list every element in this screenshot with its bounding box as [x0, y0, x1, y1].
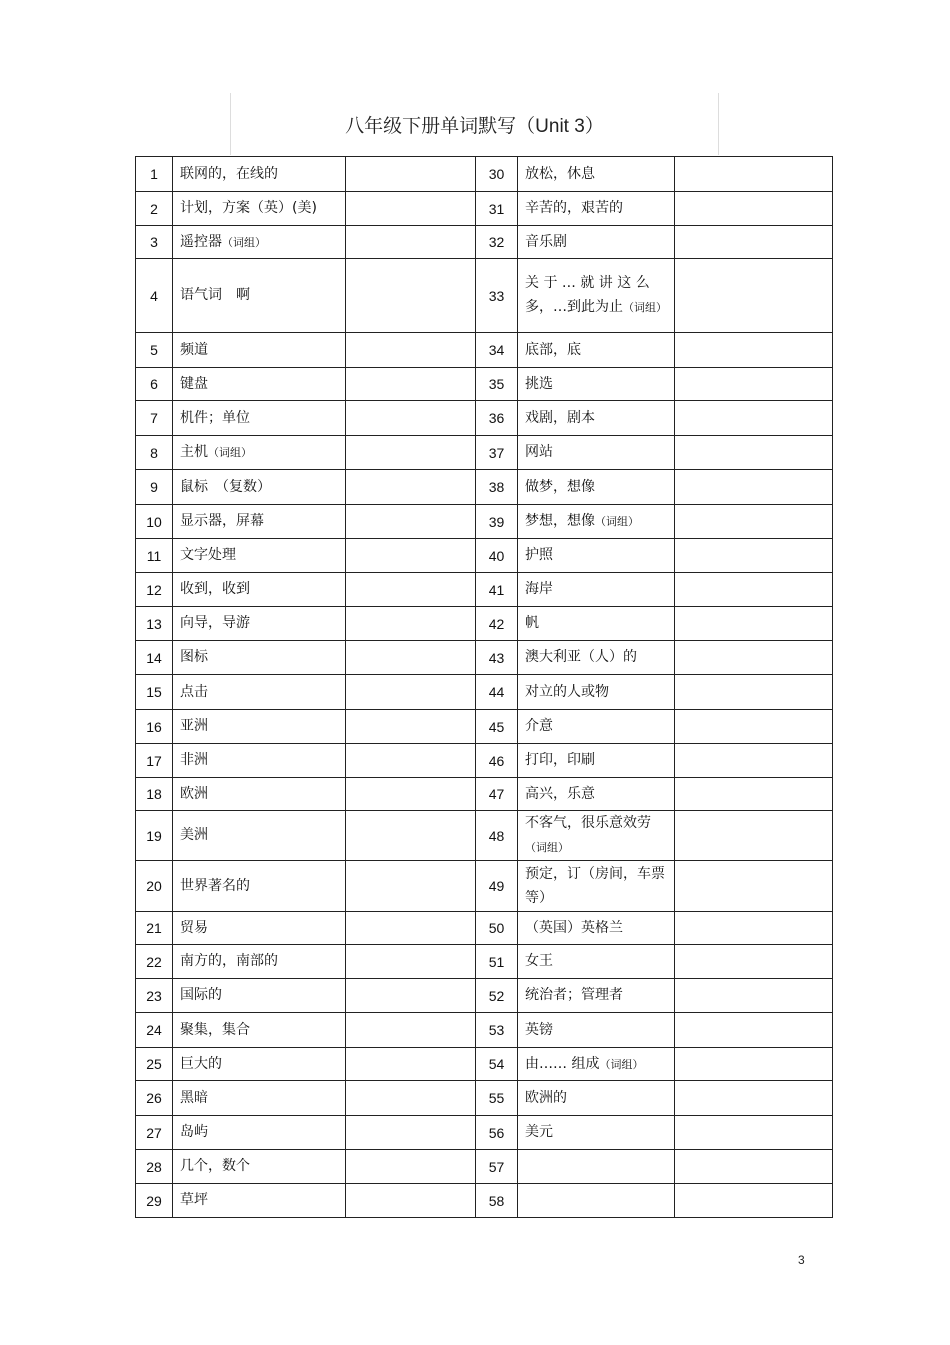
right-number-cell: 46	[476, 744, 518, 778]
left-number-cell: 20	[136, 861, 173, 912]
left-answer-cell[interactable]	[346, 259, 476, 333]
right-word-note: （词组）	[623, 301, 667, 314]
title-cn: 八年级下册单词默写（	[345, 115, 536, 137]
right-number-cell: 36	[476, 401, 518, 436]
table-row	[136, 778, 833, 811]
left-word-text: 南方的，南部的	[180, 953, 278, 969]
right-word-cell	[518, 1116, 675, 1150]
left-number-cell: 18	[136, 778, 173, 811]
right-word-cell	[518, 811, 675, 861]
left-number-cell: 26	[136, 1081, 173, 1116]
right-answer-cell[interactable]	[675, 861, 833, 912]
table-row	[136, 945, 833, 979]
right-word-text: 护照	[525, 547, 553, 563]
right-answer-cell[interactable]	[675, 368, 833, 401]
right-word-cell	[518, 1081, 675, 1116]
right-word-text: 做梦，想像	[525, 478, 595, 495]
left-word-text: 国际的	[180, 987, 222, 1003]
left-word-cell	[173, 539, 346, 573]
left-word-cell	[173, 259, 346, 333]
right-number-cell: 58	[476, 1184, 518, 1218]
right-number-cell: 49	[476, 861, 518, 912]
table-row	[136, 401, 833, 436]
table-row	[136, 861, 833, 912]
left-answer-cell[interactable]	[346, 744, 476, 778]
left-word-text: 欧洲	[180, 785, 208, 802]
left-answer-cell[interactable]	[346, 368, 476, 401]
right-word-note: （词组）	[595, 515, 639, 528]
right-word-text: 关 于 … 就 讲 这 么 多，…到此为止	[525, 275, 650, 315]
right-number-cell: 40	[476, 539, 518, 573]
right-answer-cell[interactable]	[675, 811, 833, 861]
right-number-cell: 39	[476, 505, 518, 539]
right-number-cell: 47	[476, 778, 518, 811]
right-word-cell	[518, 710, 675, 744]
right-number-cell: 41	[476, 573, 518, 607]
right-word-text: 底部，底	[525, 341, 581, 358]
right-word-cell	[518, 778, 675, 811]
left-number-cell: 8	[136, 436, 173, 470]
left-word-text: 黑暗	[180, 1089, 208, 1106]
right-word-cell	[518, 607, 675, 641]
left-word-cell	[173, 436, 346, 470]
right-answer-cell[interactable]	[675, 1081, 833, 1116]
right-word-text: 戏剧，剧本	[525, 409, 595, 426]
right-word-cell	[518, 333, 675, 368]
right-word-text: 打印，印刷	[525, 752, 595, 768]
table-row	[136, 979, 833, 1013]
left-answer-cell[interactable]	[346, 979, 476, 1013]
title-area	[230, 93, 719, 155]
right-word-text: 澳大利亚（人）的	[525, 649, 637, 665]
right-number-cell: 33	[476, 259, 518, 333]
left-answer-cell[interactable]	[346, 778, 476, 811]
left-word-cell	[173, 226, 346, 259]
left-word-text: 键盘	[180, 375, 208, 392]
left-number-cell: 5	[136, 333, 173, 368]
left-number-cell: 3	[136, 226, 173, 259]
left-word-cell	[173, 641, 346, 675]
table-row	[136, 641, 833, 675]
right-number-cell: 32	[476, 226, 518, 259]
left-word-text: 贸易	[180, 919, 208, 936]
right-answer-cell[interactable]	[675, 1048, 833, 1081]
page-title	[231, 111, 718, 138]
left-word-cell	[173, 368, 346, 401]
right-word-text: 欧洲的	[525, 1089, 567, 1106]
left-word-cell	[173, 573, 346, 607]
left-answer-cell[interactable]	[346, 436, 476, 470]
left-answer-cell[interactable]	[346, 675, 476, 710]
left-number-cell: 22	[136, 945, 173, 979]
left-word-cell	[173, 1013, 346, 1048]
left-word-cell	[173, 912, 346, 945]
right-word-text: （英国）英格兰	[525, 919, 623, 936]
left-word-text: 计划，方案（英）(美)	[180, 200, 317, 216]
left-word-cell	[173, 778, 346, 811]
table-row	[136, 333, 833, 368]
left-word-cell	[173, 192, 346, 226]
right-answer-cell[interactable]	[675, 641, 833, 675]
left-word-cell	[173, 1081, 346, 1116]
right-answer-cell[interactable]	[675, 573, 833, 607]
table-row	[136, 368, 833, 401]
table-row	[136, 710, 833, 744]
title-unit: Unit 3	[535, 116, 585, 137]
right-word-cell	[518, 912, 675, 945]
table-row	[136, 573, 833, 607]
right-word-text: 放松，休息	[525, 165, 595, 182]
right-word-cell	[518, 861, 675, 912]
right-answer-cell[interactable]	[675, 1116, 833, 1150]
title-end: ）	[584, 115, 604, 137]
right-number-cell: 54	[476, 1048, 518, 1081]
right-answer-cell[interactable]	[675, 192, 833, 226]
table-row	[136, 539, 833, 573]
left-word-cell	[173, 1184, 346, 1218]
left-number-cell: 29	[136, 1184, 173, 1218]
left-answer-cell[interactable]	[346, 573, 476, 607]
right-word-cell	[518, 1013, 675, 1048]
right-number-cell: 37	[476, 436, 518, 470]
left-number-cell: 11	[136, 539, 173, 573]
right-word-text: 辛苦的，艰苦的	[525, 200, 623, 216]
left-answer-cell[interactable]	[346, 333, 476, 368]
left-answer-cell[interactable]	[346, 912, 476, 945]
left-answer-cell[interactable]	[346, 539, 476, 573]
right-word-cell	[518, 979, 675, 1013]
table-row	[136, 1184, 833, 1218]
right-answer-cell[interactable]	[675, 436, 833, 470]
left-answer-cell[interactable]	[346, 1184, 476, 1218]
right-answer-cell[interactable]	[675, 1184, 833, 1218]
right-word-cell	[518, 641, 675, 675]
right-word-text: 英镑	[525, 1021, 553, 1038]
left-answer-cell[interactable]	[346, 710, 476, 744]
right-number-cell: 43	[476, 641, 518, 675]
right-word-text: 对立的人或物	[525, 683, 609, 700]
right-word-cell	[518, 675, 675, 710]
right-number-cell: 56	[476, 1116, 518, 1150]
right-answer-cell[interactable]	[675, 912, 833, 945]
right-word-cell	[518, 744, 675, 778]
right-word-cell	[518, 945, 675, 979]
right-answer-cell[interactable]	[675, 675, 833, 710]
left-number-cell: 27	[136, 1116, 173, 1150]
right-word-text: 高兴，乐意	[525, 785, 595, 802]
right-word-cell	[518, 1184, 675, 1218]
right-answer-cell[interactable]	[675, 1150, 833, 1184]
right-number-cell: 48	[476, 811, 518, 861]
right-answer-cell[interactable]	[675, 1013, 833, 1048]
left-word-note: （词组）	[208, 446, 252, 459]
right-word-text: 帆	[525, 615, 539, 631]
left-word-cell	[173, 401, 346, 436]
table-row	[136, 1081, 833, 1116]
right-number-cell: 53	[476, 1013, 518, 1048]
right-word-cell	[518, 368, 675, 401]
table-row	[136, 744, 833, 778]
right-word-text: 梦想，想像	[525, 513, 595, 529]
right-answer-cell[interactable]	[675, 607, 833, 641]
right-word-text: 挑选	[525, 375, 553, 392]
left-answer-cell[interactable]	[346, 607, 476, 641]
left-word-cell	[173, 607, 346, 641]
table-row	[136, 505, 833, 539]
left-word-text: 美洲	[180, 827, 208, 843]
left-number-cell: 7	[136, 401, 173, 436]
left-answer-cell[interactable]	[346, 226, 476, 259]
right-word-cell	[518, 259, 675, 333]
right-word-text: 统治者；管理者	[525, 987, 623, 1003]
right-answer-cell[interactable]	[675, 226, 833, 259]
right-word-cell	[518, 157, 675, 192]
right-number-cell: 52	[476, 979, 518, 1013]
left-word-cell	[173, 1048, 346, 1081]
left-word-cell	[173, 811, 346, 861]
table-row	[136, 157, 833, 192]
left-answer-cell[interactable]	[346, 470, 476, 505]
left-number-cell: 9	[136, 470, 173, 505]
right-number-cell: 51	[476, 945, 518, 979]
right-word-cell	[518, 226, 675, 259]
left-number-cell: 21	[136, 912, 173, 945]
left-word-cell	[173, 470, 346, 505]
table-row	[136, 607, 833, 641]
right-answer-cell[interactable]	[675, 945, 833, 979]
left-word-cell	[173, 710, 346, 744]
table-row	[136, 811, 833, 861]
right-number-cell: 34	[476, 333, 518, 368]
left-word-text: 几个，数个	[180, 1158, 250, 1174]
left-word-text: 文字处理	[180, 547, 236, 563]
right-word-cell	[518, 539, 675, 573]
right-number-cell: 31	[476, 192, 518, 226]
table-row	[136, 470, 833, 505]
right-word-text: 由…… 组成	[525, 1055, 600, 1072]
left-number-cell: 28	[136, 1150, 173, 1184]
left-number-cell: 24	[136, 1013, 173, 1048]
right-answer-cell[interactable]	[675, 259, 833, 333]
right-number-cell: 57	[476, 1150, 518, 1184]
left-answer-cell[interactable]	[346, 1013, 476, 1048]
page-number: 3	[798, 1253, 805, 1267]
right-word-cell	[518, 573, 675, 607]
left-number-cell: 6	[136, 368, 173, 401]
left-word-cell	[173, 1150, 346, 1184]
left-number-cell: 2	[136, 192, 173, 226]
left-word-text: 收到，收到	[180, 581, 250, 597]
left-word-text: 巨大的	[180, 1055, 222, 1072]
left-answer-cell[interactable]	[346, 811, 476, 861]
right-word-cell	[518, 401, 675, 436]
left-word-note: （词组）	[222, 235, 266, 249]
left-answer-cell[interactable]	[346, 192, 476, 226]
right-number-cell: 45	[476, 710, 518, 744]
right-word-cell	[518, 192, 675, 226]
right-word-note: （词组）	[525, 841, 569, 854]
left-answer-cell[interactable]	[346, 401, 476, 436]
right-answer-cell[interactable]	[675, 539, 833, 573]
right-word-text: 音乐剧	[525, 233, 567, 250]
left-answer-cell[interactable]	[346, 1150, 476, 1184]
right-word-cell	[518, 436, 675, 470]
left-number-cell: 12	[136, 573, 173, 607]
right-word-text: 介意	[525, 718, 553, 734]
table-row	[136, 226, 833, 259]
right-word-text: 海岸	[525, 581, 553, 597]
right-word-text: 美元	[525, 1124, 553, 1140]
right-answer-cell[interactable]	[675, 333, 833, 368]
left-answer-cell[interactable]	[346, 641, 476, 675]
left-number-cell: 10	[136, 505, 173, 539]
left-number-cell: 17	[136, 744, 173, 778]
left-word-cell	[173, 945, 346, 979]
right-answer-cell[interactable]	[675, 157, 833, 192]
left-word-text: 鼠标 （复数）	[180, 478, 271, 495]
left-answer-cell[interactable]	[346, 157, 476, 192]
left-answer-cell[interactable]	[346, 505, 476, 539]
left-word-text: 非洲	[180, 752, 208, 768]
left-answer-cell[interactable]	[346, 1116, 476, 1150]
left-word-text: 点击	[180, 683, 208, 700]
left-word-text: 联网的，在线的	[180, 165, 278, 182]
right-word-text: 网站	[525, 444, 553, 460]
right-word-note: （词组）	[599, 1057, 644, 1071]
left-word-text: 语气词 啊	[180, 287, 250, 303]
right-number-cell: 55	[476, 1081, 518, 1116]
right-answer-cell[interactable]	[675, 778, 833, 811]
right-word-cell	[518, 505, 675, 539]
left-number-cell: 1	[136, 157, 173, 192]
left-word-cell	[173, 333, 346, 368]
left-answer-cell[interactable]	[346, 1081, 476, 1116]
right-answer-cell[interactable]	[675, 744, 833, 778]
left-word-text: 频道	[180, 341, 208, 358]
left-number-cell: 14	[136, 641, 173, 675]
left-word-text: 岛屿	[180, 1124, 208, 1140]
table-row	[136, 1013, 833, 1048]
left-answer-cell[interactable]	[346, 861, 476, 912]
left-word-text: 向导，导游	[180, 615, 250, 631]
right-word-text: 预定，订（房间，车票等）	[525, 865, 665, 906]
left-answer-cell[interactable]	[346, 945, 476, 979]
right-word-text: 不客气，很乐意效劳	[525, 815, 651, 831]
right-word-cell	[518, 1048, 675, 1081]
table-row	[136, 436, 833, 470]
right-answer-cell[interactable]	[675, 505, 833, 539]
left-word-text: 显示器，屏幕	[180, 513, 264, 529]
right-word-text: 女王	[525, 953, 553, 969]
right-word-cell	[518, 470, 675, 505]
left-word-cell	[173, 861, 346, 912]
left-word-text: 草坪	[180, 1192, 208, 1208]
right-answer-cell[interactable]	[675, 401, 833, 436]
left-word-text: 机件；单位	[180, 409, 250, 426]
left-number-cell: 23	[136, 979, 173, 1013]
left-word-cell	[173, 1116, 346, 1150]
left-word-text: 世界著名的	[180, 877, 250, 894]
table-row	[136, 675, 833, 710]
left-number-cell: 19	[136, 811, 173, 861]
table-row	[136, 1048, 833, 1081]
right-number-cell: 42	[476, 607, 518, 641]
table-row	[136, 259, 833, 333]
right-number-cell: 35	[476, 368, 518, 401]
right-answer-cell[interactable]	[675, 710, 833, 744]
right-answer-cell[interactable]	[675, 470, 833, 505]
left-word-cell	[173, 157, 346, 192]
left-number-cell: 13	[136, 607, 173, 641]
left-word-text: 遥控器	[180, 233, 222, 250]
right-number-cell: 30	[476, 157, 518, 192]
left-word-cell	[173, 744, 346, 778]
left-number-cell: 25	[136, 1048, 173, 1081]
table-row	[136, 1150, 833, 1184]
left-answer-cell[interactable]	[346, 1048, 476, 1081]
left-word-text: 图标	[180, 649, 208, 665]
vocabulary-table	[135, 156, 833, 1218]
left-number-cell: 16	[136, 710, 173, 744]
right-number-cell: 50	[476, 912, 518, 945]
table-row	[136, 912, 833, 945]
left-number-cell: 4	[136, 259, 173, 333]
right-word-cell	[518, 1150, 675, 1184]
right-number-cell: 44	[476, 675, 518, 710]
right-number-cell: 38	[476, 470, 518, 505]
table-row	[136, 1116, 833, 1150]
left-word-text: 亚洲	[180, 718, 208, 734]
left-word-text: 聚集，集合	[180, 1021, 250, 1038]
left-word-text: 主机	[180, 444, 208, 460]
left-word-cell	[173, 979, 346, 1013]
left-word-cell	[173, 505, 346, 539]
table-row	[136, 192, 833, 226]
left-number-cell: 15	[136, 675, 173, 710]
right-answer-cell[interactable]	[675, 979, 833, 1013]
left-word-cell	[173, 675, 346, 710]
